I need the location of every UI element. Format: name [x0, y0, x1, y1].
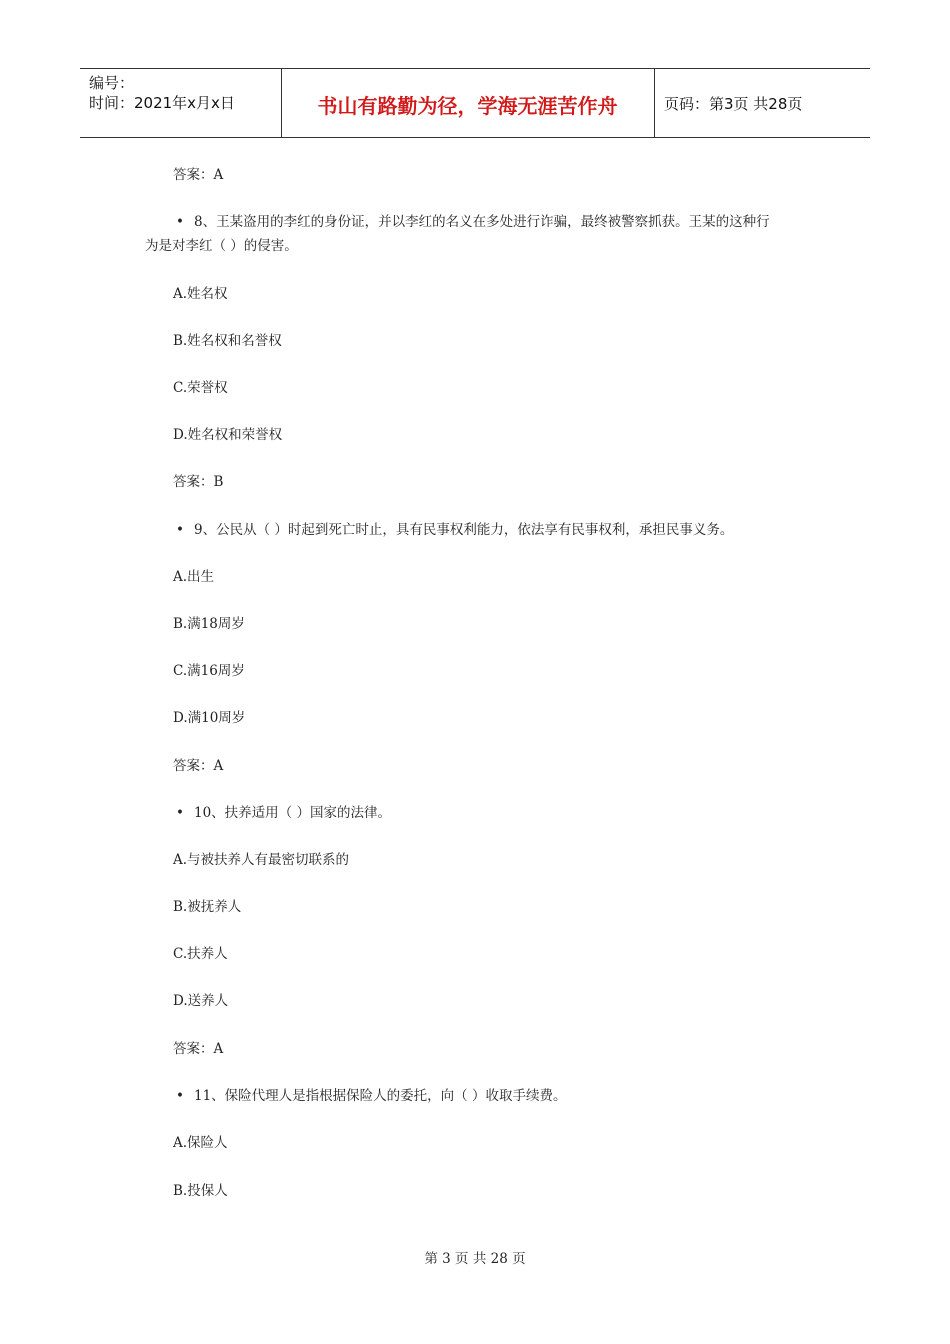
q9-option-d: D.满10周岁 [173, 710, 246, 726]
q9-option-b: B.满18周岁 [173, 616, 245, 632]
answer-10: 答案：A [173, 1041, 224, 1057]
question-10 [176, 801, 391, 821]
header-motto-cell [281, 69, 655, 137]
q8-option-d: D.姓名权和荣誉权 [173, 427, 283, 443]
answer-9: 答案：A [173, 758, 224, 774]
q8-option-a: A.姓名权 [173, 286, 228, 302]
q10-option-b: B.被抚养人 [173, 899, 242, 915]
page-info: 页码：第3页 共28页 [664, 95, 803, 113]
question-9-text: 9、公民从（ ）时起到死亡时止，具有民事权利能力，依法享有民事权利，承担民事义务。 [194, 522, 734, 538]
q11-option-a: A.保险人 [173, 1135, 228, 1151]
question-10-text: 10、扶养适用（ ）国家的法律。 [194, 805, 391, 821]
q10-option-d: D.送养人 [173, 993, 229, 1009]
date-line: 时间：2021年x月x日 [89, 94, 235, 112]
bullet-icon: • [176, 522, 184, 538]
question-11 [176, 1084, 566, 1104]
answer-8: 答案：B [173, 474, 224, 490]
question-11-text: 11、保险代理人是指根据保险人的委托，向（ ）收取手续费。 [194, 1088, 567, 1104]
q10-option-a: A.与被扶养人有最密切联系的 [173, 852, 350, 868]
bullet-icon: • [176, 805, 184, 821]
page-header [80, 68, 870, 138]
q9-option-c: C.满16周岁 [173, 663, 245, 679]
question-8-cont: 为是对李红（ ）的侵害。 [145, 238, 298, 254]
bullet-icon: • [176, 214, 184, 230]
q11-option-b: B.投保人 [173, 1183, 228, 1199]
q8-option-c: C.荣誉权 [173, 380, 228, 396]
page-footer: 第 3 页 共 28 页 [424, 1251, 526, 1267]
answer-7: 答案：A [173, 167, 224, 183]
serial-label: 编号： [89, 74, 135, 92]
q8-option-b: B.姓名权和名誉权 [173, 333, 282, 349]
motto: 书山有路勤为径，学海无涯苦作舟 [317, 94, 618, 118]
question-8 [176, 210, 770, 230]
header-meta-cell [80, 69, 282, 137]
bullet-icon: • [176, 1088, 184, 1104]
header-page-cell [655, 69, 870, 137]
q9-option-a: A.出生 [173, 569, 215, 585]
question-9 [176, 518, 733, 538]
question-8-text: 8、王某盗用的李红的身份证，并以李红的名义在多处进行诈骗，最终被警察抓获。王某的这种行 [194, 214, 770, 230]
q10-option-c: C.扶养人 [173, 946, 228, 962]
